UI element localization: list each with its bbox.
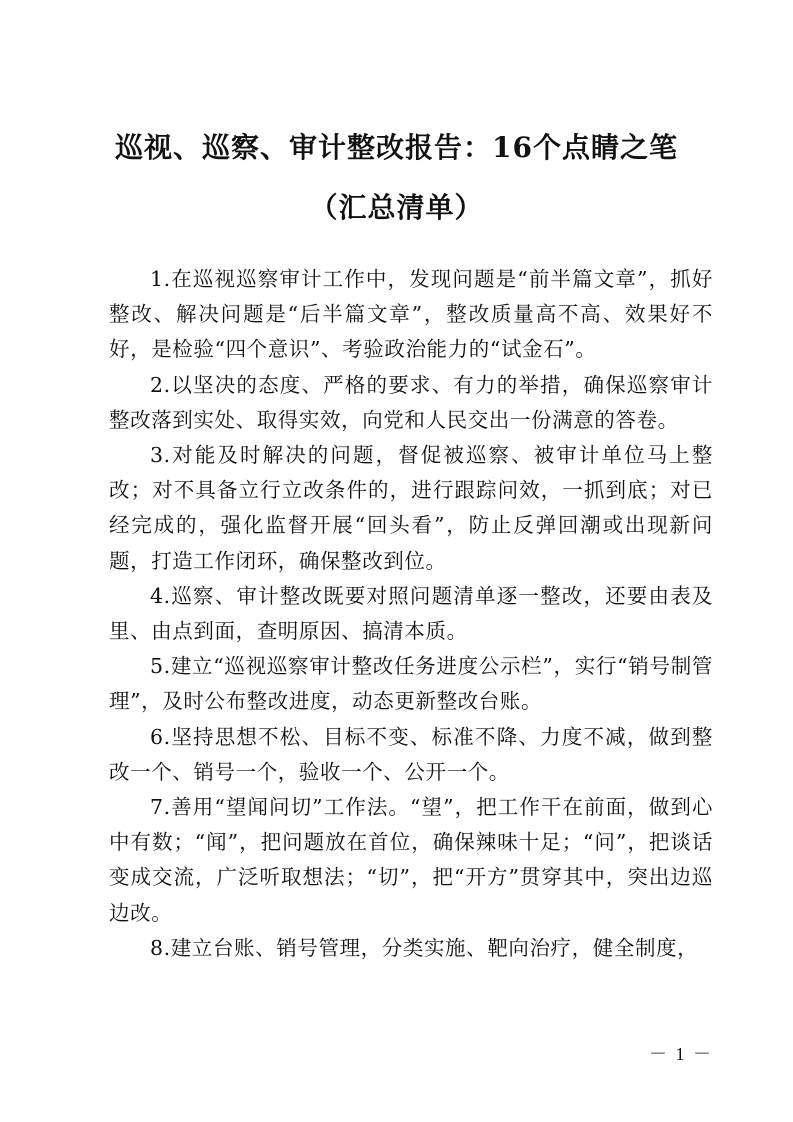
- paragraph-4: 4.巡察、审计整改既要对照问题清单逐一整改，还要由表及里、由点到面，查明原因、搞清本质。: [109, 583, 713, 644]
- paragraph-5: 5.建立“巡视巡察审计整改任务进度公示栏”，实行“销号制管理”，及时公布整改进度，动态更新整改台账。: [109, 654, 713, 714]
- paragraph-2: 2.以坚决的态度、严格的要求、有力的举措，确保巡察审计整改落到实处、取得实效，向党和人民交出一份满意的答卷。: [109, 372, 713, 432]
- paragraph-3: 3.对能及时解决的问题，督促被巡察、被审计单位马上整改；对不具备立行立改条件的，进行跟踪问效，一抓到底；对已经完成的，强化监督开展“回头看”，防止反弹回潮或出现新问题，打造工作闭环，确保整改到位。: [109, 443, 713, 573]
- document-body: [109, 262, 713, 966]
- page-number: － 1 －: [649, 1044, 713, 1064]
- document-subtitle: （汇总清单）: [309, 191, 484, 224]
- paragraph-7: 7.善用“望闻问切”工作法。“望”，把工作干在前面，做到心中有数；“闻”，把问题放在首位，确保辣味十足；“问”，把谈话变成交流，广泛听取想法；“切”，把“开方”贯穿其中，突出边巡边改。: [109, 795, 713, 925]
- paragraph-6: 6.坚持思想不松、目标不变、标准不降、力度不减，做到整改一个、销号一个，验收一个、公开一个。: [109, 724, 713, 784]
- paragraph-1: 1.在巡视巡察审计工作中，发现问题是“前半篇文章”，抓好整改、解决问题是“后半篇文章”，整改质量高不高、效果好不好，是检验“四个意识”、考验政治能力的“试金石”。: [109, 267, 713, 362]
- document-title: 巡视、巡察、审计整改报告：16个点睛之笔: [115, 131, 678, 164]
- paragraph-8: 8.建立台账、销号管理，分类实施、靶向治疗，健全制度，: [150, 935, 699, 960]
